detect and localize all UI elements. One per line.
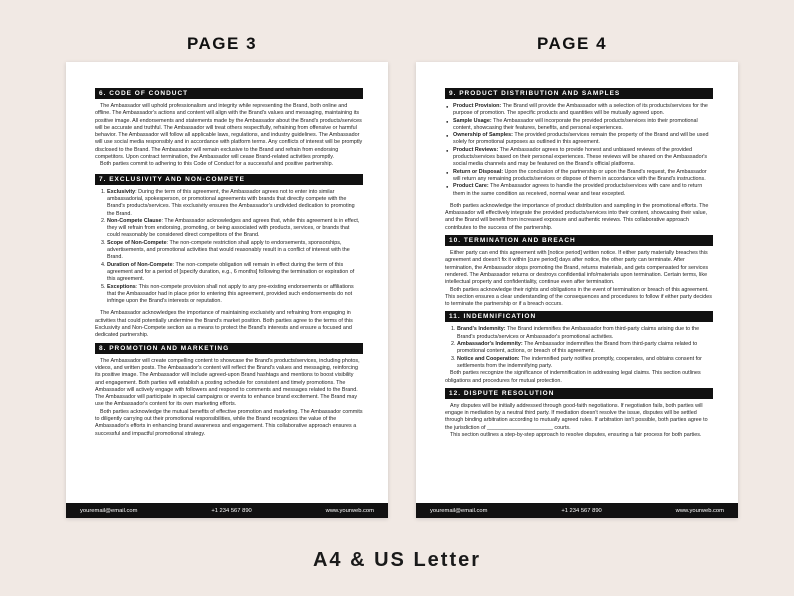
section-6-paragraph-1: The Ambassador will uphold professionalism and integrity while representing the Brand, both online and offline. The Ambassador's actions and content will align with the Brand's values and messaging, maintaining its positive image. All endorsements and statements made by the Ambassador about the Brand's products/services will be accurate and truthful. The Ambassador will treat others respectfully, refraining from offensive or harmful behavior. The Ambassador will follow all applicable laws, regulations, and industry guidelines. The Ambassador will use social media responsibly and in accordance with platform terms. Any conflicts of interest will be promptly disclosed to the Brand. The Ambassador will remain exclusive to the Brand and refrain from endorsing competitors. Upon contract termination, the Ambassador will cease Brand-related activities promptly. [95,103,363,161]
footer-email: youremail@email.com [80,507,138,514]
section-9-paragraph: Both parties acknowledge the importance of product distribution and sampling in the promotional efforts. The Ambassador will effectively integrate the provided products/services into their content, showcasing their value, and the Brand will benefit from increased exposure and authentic reviews. This collaborative approach contributes to the success of the partnership. [445,202,709,231]
section-11-heading: 11. INDEMNIFICATION [445,311,713,322]
section-10-paragraph-2: Both parties acknowledge their rights and obligations in the event of termination or breach of this agreement. This section ensures a clear understanding of the consequences and procedures to follow if either party decides to terminate the partnership or if a breach occurs. [445,286,712,308]
section-12-paragraph-2: This section outlines a step-by-step approach to resolve disputes, ensuring a fair process for both parties. [450,431,702,438]
list-item: ● Product Reviews: The Ambassador agrees to provide honest and unbiased reviews of the provided products/services based on their personal experiences. These reviews will be shared on the Ambassador's social media channels and may be featured on the Brand's official platforms. [453,147,713,169]
footer-website: www.yourweb.com [675,507,724,514]
page-4-content [445,85,713,495]
list-item: 5. Exceptions: This non-compete provision shall not apply to any pre-existing endorsements or affiliations that the Ambassador had in place prior to entering this agreement, provided such endorsements do not infringe upon the Brand's interests or reputation. [107,284,363,306]
section-8-heading: 8. PROMOTION AND MARKETING [95,343,363,354]
section-11-paragraph: Both parties recognize the significance of indemnification in addressing legal claims. This section outlines obligations and procedures for mutual protection. [445,370,701,384]
list-item: 4. Duration of Non-Compete: The non-compete obligation will remain in effect during the term of this agreement and for a period of [specify duration, e.g., 6 months] following the termination or expiration of this agreement. [107,262,363,284]
page-4-sheet [416,62,738,518]
page-3-content [95,85,363,495]
footer-website: www.yourweb.com [325,507,374,514]
list-item: ● Sample Usage: The Ambassador will incorporate the provided products/services into their promotional content, showcasing their features, benefits, and personal experiences. [453,118,713,133]
list-item: 2. Ambassador's Indemnity: The Ambassador indemnifies the Brand from third-party claims related to promotional content, actions, or breach of this agreement. [457,341,713,356]
section-7-list [95,189,363,306]
list-item: ● Product Care: The Ambassador agrees to handle the provided products/services with care and to return them in the same condition as received, normal wear and tear excepted. [453,183,713,198]
list-item: 1. Brand's Indemnity: The Brand indemnifies the Ambassador from third-party claims arising due to the Brand's products/services or Ambassador's promotional activities. [457,326,713,341]
page-3-sheet [66,62,388,518]
section-9-list [445,103,713,198]
list-item: ● Product Provision: The Brand will provide the Ambassador with a selection of its products/services for the purpose of promotion. The specific products and quantities will be mutually agreed upon. [453,103,713,118]
section-8-paragraph-1: The Ambassador will create compelling content to showcase the Brand's products/services, including photos, videos, and written posts. The Ambassador's content will reflect the Brand's values and messaging, reinforcing its positive image. The Ambassador will include agreed-upon Brand hashtags and mentions to boost visibility and engagement. Both parties will establish a posting schedule for consistent and timely promotions. The Ambassador will actively engage with followers and respond to comments and messages related to the Brand. The Ambassador will participate in special campaigns or events to enhance brand excitement. The Brand may use the Ambassador's content for its own marketing efforts. [95,357,360,408]
section-11-list [445,326,713,370]
footer-phone: +1 234 567 890 [561,507,602,514]
list-item: 3. Scope of Non-Compete: The non-compete restriction shall apply to endorsements, sponsorships, advertisements, and promotional activities that would reasonably result in a conflict of interest with the Brand. [107,240,363,262]
page-3-label: PAGE 3 [186,34,258,53]
page-4-label: PAGE 4 [536,34,608,53]
section-7-heading: 7. EXCLUSIVITY AND NON-COMPETE [95,174,363,185]
footer-email: youremail@email.com [430,507,488,514]
page-4-footer [416,503,738,518]
section-8-paragraph-2: Both parties acknowledge the mutual benefits of effective promotion and marketing. The Ambassador commits to diligently carrying out their promotional responsibilities, while the Brand recognizes the value of the Ambassador's efforts in enhancing brand awareness and engagement. This collaborative approach ensures a successful and impactful promotional strategy. [95,408,363,437]
list-item: 2. Non-Compete Clause: The Ambassador acknowledges and agrees that, while this agreement is in effect, they will refrain from endorsing, promoting, or being associated with products, services, or brands that could reasonably be considered direct competitors of the Brand. [107,218,363,240]
section-6-paragraph-2: Both parties commit to adhering to this Code of Conduct for a successful and positive partnership. [100,161,334,168]
section-10-paragraph-1: Either party can end this agreement with [notice period] written notice. If either party materially breaches this agreement and doesn't fix it within [cure period] days after notice, the other party can terminate. After termination, the Ambassador stops promoting the Brand, returns materials, and gets compensated for services rendered. The Ambassador returns or destroys confidential info/materials upon termination. Certain terms, like intellectual property and confidentiality, continue even after termination. [445,250,709,286]
section-6-heading: 6. CODE OF CONDUCT [95,88,363,99]
footer-phone: +1 234 567 890 [211,507,252,514]
section-7-paragraph: The Ambassador acknowledges the importance of maintaining exclusivity and refraining from engaging in activities that could potentially undermine the Brand's market position. Both parties agree to the terms of this Exclusivity and Non-Compete section as a means to protect the Brand's interests and ensure a focused and dedicated partnership. [95,310,353,339]
format-caption: A4 & US Letter [312,549,482,571]
list-item: ● Return or Disposal: Upon the conclusion of the partnership or upon the Brand's request, the Ambassador will return any remaining products/services or dispose of them in accordance with the Brand's instructions. [453,169,713,184]
list-item: 3. Notice and Cooperation: The indemnified party notifies promptly, cooperates, and obtains consent for settlements from the indemnifying party. [457,356,713,371]
page-3-footer [66,503,388,518]
list-item: 1. Exclusivity: During the term of this agreement, the Ambassador agrees not to enter into similar ambassadorial, spokesperson, or promotional agreements with brands that directly compete with the Brand's products/services. This exclusivity ensures the Ambassador's undivided dedication to promoting the Brand. [107,189,363,218]
list-item: ● Ownership of Samples: The provided products/services remain the property of the Brand and will be used solely for promotional purposes as outlined in this agreement. [453,132,713,147]
section-12-paragraph-1: Any disputes will be initially addressed through good-faith negotiations. If negotiation fails, both parties will engage in mediation by a neutral third party. If mediation doesn't resolve the issue, disputes will be settled through binding arbitration according to mutually agreed rules. If arbitration isn't possible, both parties agree to the jurisdiction of ______________________ courts. [445,402,708,431]
section-10-heading: 10. TERMINATION AND BREACH [445,235,713,246]
section-12-heading: 12. DISPUTE RESOLUTION [445,388,713,399]
section-9-heading: 9. PRODUCT DISTRIBUTION AND SAMPLES [445,88,713,99]
